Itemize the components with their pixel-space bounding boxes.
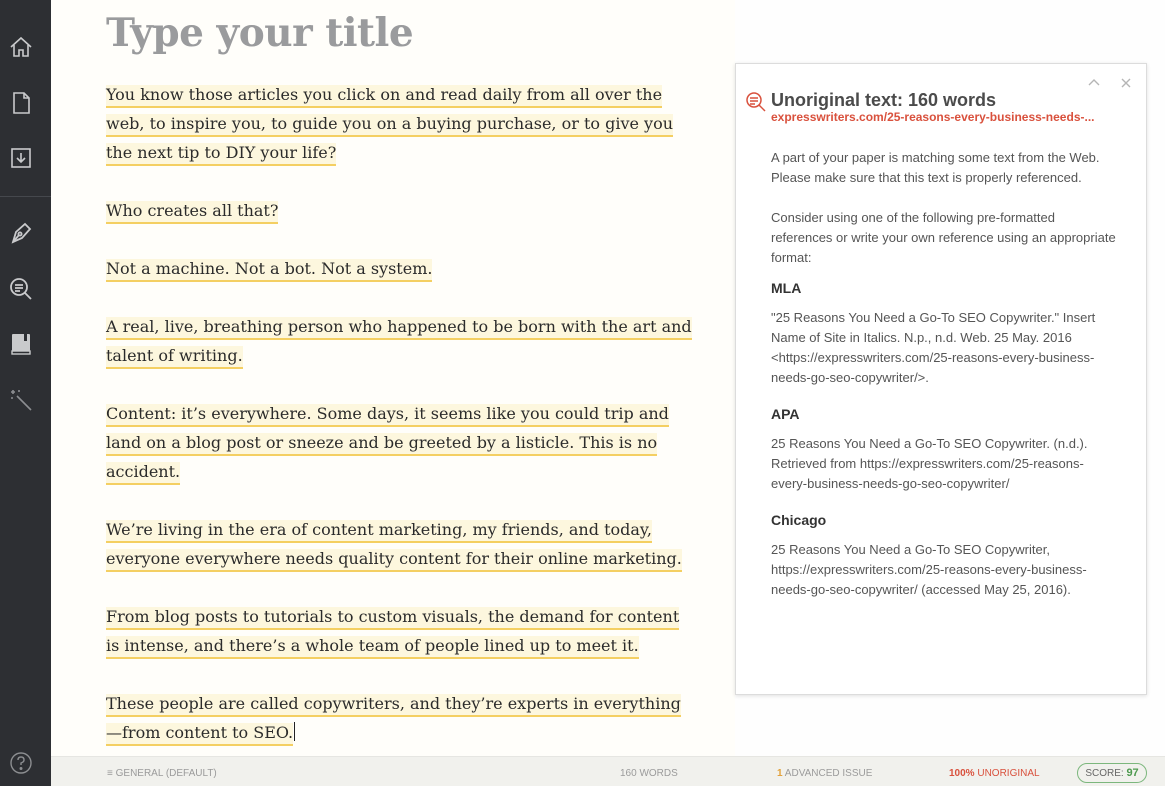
ref-style-apa: APA: [771, 406, 800, 422]
paragraph[interactable]: [106, 312, 696, 370]
chevron-up-icon[interactable]: [1085, 74, 1103, 92]
issue-count: 1: [777, 768, 783, 779]
paragraph[interactable]: [106, 689, 696, 747]
plagiarism-status[interactable]: [949, 768, 1040, 779]
highlighted-text[interactable]: You know those articles you click on and read daily from all over the web, to inspire you, to guide you on a buying purchase, or to give you the next tip to DIY your life?: [106, 85, 673, 166]
unoriginal-text-card: [735, 63, 1147, 695]
goals-icon: ≡: [107, 768, 113, 779]
paragraph[interactable]: [106, 254, 696, 283]
paragraph[interactable]: [106, 196, 696, 225]
paragraph[interactable]: [106, 80, 696, 167]
ref-style-mla: MLA: [771, 280, 802, 296]
download-icon[interactable]: [8, 145, 34, 171]
ref-text-chicago[interactable]: 25 Reasons You Need a Go-To SEO Copywriter, https://expresswriters.com/25-reasons-every-business-needs-go-seo-copywriter/ (accessed May 25, 2016).: [771, 542, 1087, 597]
unoriginal-label: UNORIGINAL: [977, 768, 1040, 779]
sidebar-divider: [0, 196, 51, 197]
text-caret: [294, 722, 295, 741]
goals-label: GENERAL (DEFAULT): [115, 768, 217, 779]
highlighted-text[interactable]: These people are called copywriters, and they’re experts in everything—from content to SEO.: [106, 694, 681, 746]
home-icon[interactable]: [8, 34, 34, 60]
book-icon[interactable]: [8, 331, 34, 357]
highlighted-text[interactable]: Who creates all that?: [106, 201, 278, 224]
highlighted-text[interactable]: Content: it’s everywhere. Some days, it seems like you could trip and land on a blog post or sneeze and be greeted by a listicle. This is no accident.: [106, 404, 669, 485]
magic-wand-icon[interactable]: [8, 387, 34, 413]
unoriginal-percent: 100%: [949, 768, 975, 779]
close-icon[interactable]: [1117, 74, 1135, 92]
paragraph[interactable]: [106, 515, 696, 573]
status-bar: [51, 756, 1165, 786]
highlighted-text[interactable]: We’re living in the era of content marketing, my friends, and today, everyone everywhere needs quality content for their online marketing.: [106, 520, 682, 572]
title-input[interactable]: Type your title: [106, 10, 414, 56]
pen-icon[interactable]: [8, 220, 34, 246]
highlighted-text[interactable]: From blog posts to tutorials to custom visuals, the demand for content is intense, and there’s a whole team of people lined up to meet it.: [106, 607, 679, 659]
sidebar: [0, 0, 51, 786]
card-intro: A part of your paper is matching some text from the Web. Please make sure that this text is properly referenced.: [771, 150, 1100, 185]
issues-counter[interactable]: [777, 768, 872, 779]
goals-selector[interactable]: [107, 768, 217, 779]
highlighted-text[interactable]: A real, live, breathing person who happened to be born with the art and talent of writing.: [106, 317, 692, 369]
score-badge[interactable]: [1077, 763, 1147, 783]
magnifier-icon[interactable]: [8, 276, 34, 302]
word-count[interactable]: 160 WORDS: [620, 768, 678, 779]
document-icon[interactable]: [8, 90, 34, 116]
plagiarism-icon: [745, 91, 767, 113]
editor[interactable]: [51, 0, 735, 756]
card-advice: Consider using one of the following pre-formatted references or write your own reference using an appropriate format:: [771, 210, 1116, 265]
paragraph[interactable]: [106, 602, 696, 660]
ref-text-apa[interactable]: 25 Reasons You Need a Go-To SEO Copywriter. (n.d.). Retrieved from https://expresswriters.com/25-reasons-every-business-needs-go-seo-copywriter/: [771, 436, 1088, 491]
card-heading: Unoriginal text: 160 words: [771, 90, 997, 110]
highlighted-text[interactable]: Not a machine. Not a bot. Not a system.: [106, 259, 432, 282]
ref-style-chicago: Chicago: [771, 512, 827, 528]
card-body: [771, 148, 1116, 616]
paragraph[interactable]: [106, 399, 696, 486]
help-icon[interactable]: [8, 750, 34, 776]
source-link[interactable]: expresswriters.com/25-reasons-every-business-needs-...: [771, 110, 1095, 124]
issue-label: ADVANCED ISSUE: [784, 768, 873, 779]
ref-text-mla[interactable]: "25 Reasons You Need a Go-To SEO Copywriter." Insert Name of Site in Italics. N.p., n.d. Web. 25 May. 2016 <https://expresswriters.com/25-reasons-every-business-needs-go-seo-copywriter/>.: [771, 310, 1096, 385]
score-label: SCORE:: [1085, 768, 1124, 779]
score-value: 97: [1126, 767, 1139, 779]
document-body[interactable]: [106, 80, 696, 776]
